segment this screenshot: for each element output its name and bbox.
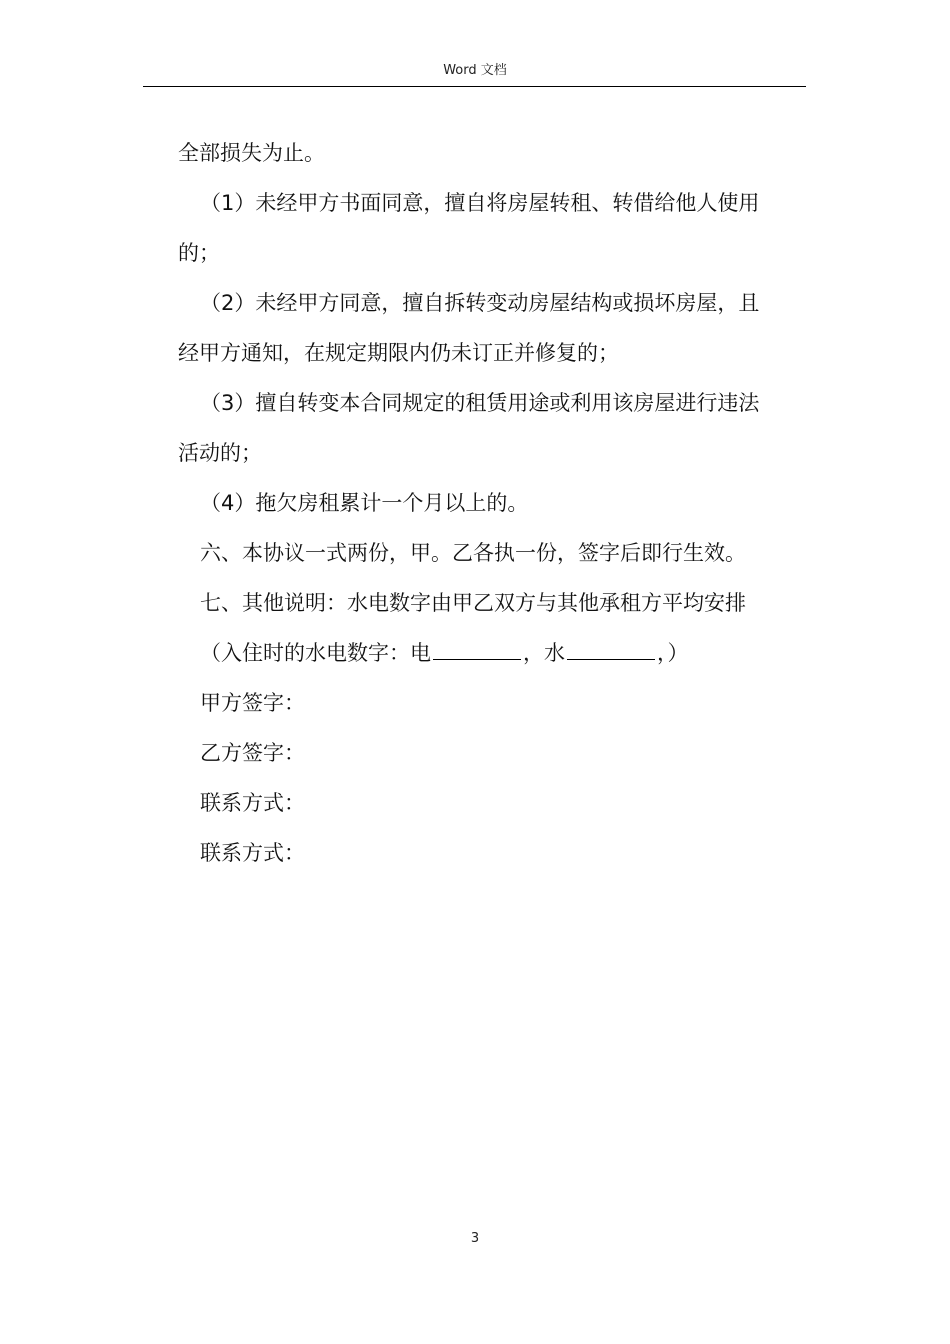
water-blank: [567, 639, 655, 660]
text-line-item-2-cont: 经甲方通知，在规定期限内仍未订正并修复的；: [178, 341, 619, 365]
electricity-blank: [433, 639, 521, 660]
meter-reading-line: [178, 628, 798, 678]
text-line-item-1: （1）未经甲方书面同意，擅自将房屋转租、转借给他人使用: [200, 191, 760, 215]
meter-prefix: （入住时的水电数字：电: [200, 641, 431, 665]
text-line-item-1-cont: 的；: [178, 241, 220, 265]
text-line-item-4: （4）拖欠房租累计一个月以上的。: [200, 491, 529, 515]
header-divider: [143, 86, 806, 87]
text-line-loss-clause: 全部损失为止。: [178, 141, 325, 165]
contact-line-1: 联系方式：: [200, 791, 305, 815]
text-line-item-3: （3）擅自转变本合同规定的租赁用途或利用该房屋进行违法: [200, 391, 760, 415]
page-number: 3: [470, 1231, 480, 1246]
text-line-item-3-cont: 活动的；: [178, 441, 262, 465]
meter-suffix: ，）: [657, 641, 689, 665]
page-header: Word 文档: [443, 63, 507, 78]
party-a-signature: 甲方签字：: [200, 691, 305, 715]
meter-middle: ，水: [523, 641, 565, 665]
text-line-clause-7: 七、其他说明：水电数字由甲乙双方与其他承租方平均安排: [200, 591, 746, 615]
contact-line-2: 联系方式：: [200, 841, 305, 865]
text-line-item-2: （2）未经甲方同意，擅自拆转变动房屋结构或损坏房屋，且: [200, 291, 760, 315]
text-line-clause-6: 六、本协议一式两份，甲。乙各执一份，签字后即行生效。: [200, 541, 746, 565]
party-b-signature: 乙方签字：: [200, 741, 305, 765]
document-body: [178, 128, 798, 878]
